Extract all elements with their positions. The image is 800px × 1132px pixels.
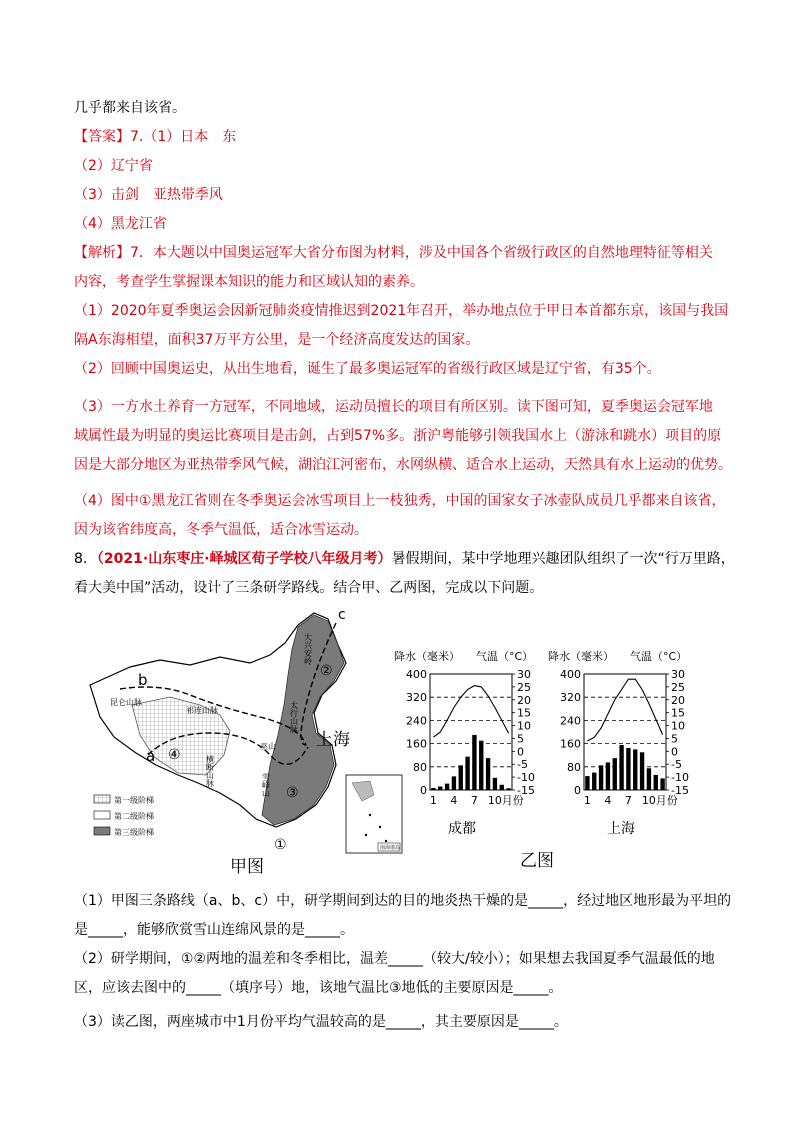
region-label-1: ①: [274, 837, 287, 853]
precip-bar: [619, 745, 623, 790]
climate-chart-chengdu: [394, 649, 535, 807]
x-tick-label: 4: [450, 794, 458, 807]
y-right-tick-label: -5: [671, 758, 682, 772]
svg-text:第三级阶梯: 第三级阶梯: [114, 828, 154, 837]
svg-text:第二级阶梯: 第二级阶梯: [114, 812, 154, 821]
answer-line: （4）黑龙江省: [74, 216, 167, 232]
y-right-tick-label: 25: [671, 680, 685, 694]
y-left-tick-label: 160: [406, 737, 427, 751]
x-axis-label: 月份: [501, 794, 524, 807]
precip-bar: [445, 784, 449, 790]
mountain-label: 横断山脉: [205, 755, 215, 787]
y-left-tick-label: 80: [567, 760, 581, 774]
analysis-line: 内容，考查学生掌握课本知识的能力和区域认知的素养。: [74, 274, 424, 290]
precip-bar: [654, 775, 658, 790]
y-right-tick-label: 20: [517, 693, 531, 707]
precip-bar: [592, 773, 596, 790]
y-left-tick-label: 240: [406, 714, 427, 728]
precip-bar: [486, 758, 490, 790]
china-terrain-map: [70, 605, 410, 875]
analysis-line: 因为该省纬度高，冬季气温低，适合冰雪运动。: [74, 522, 368, 538]
question-line: （3）读乙图，两座城市中1月份平均气温较高的是_____，其主要原因是_____。: [74, 1014, 568, 1030]
y-right-tick-label: 15: [671, 706, 685, 720]
precip-bar: [452, 776, 456, 790]
y-axis-left-label: 降水（毫米）: [394, 650, 460, 663]
chart-title-chengdu: 成都: [448, 821, 476, 837]
y-right-tick-label: 10: [517, 719, 531, 733]
precip-bar: [640, 752, 644, 790]
y-right-tick-label: 0: [517, 745, 524, 759]
question-line: （2）研学期间，①②两地的温差和冬季相比，温差_____（较大/较小）；如果想去我国夏季气温最低的地: [74, 951, 715, 967]
precip-bar: [431, 788, 435, 790]
y-left-tick-label: 400: [560, 668, 581, 681]
question-text: 暑假期间，某中学地理兴趣团队组织了一次“行万里路，: [391, 551, 735, 567]
svg-text:第一级阶梯: 第一级阶梯: [114, 796, 154, 805]
y-right-tick-label: 20: [671, 693, 685, 707]
answer-line: （3）击剑 亚热带季风: [74, 187, 223, 203]
precip-bar: [465, 757, 469, 790]
precip-bar: [599, 765, 603, 790]
y-right-tick-label: -5: [517, 758, 528, 772]
mountain-label: 大兴安岭: [303, 633, 313, 665]
y-left-tick-label: 80: [413, 760, 427, 774]
analysis-line: 域属性最为明显的奥运比赛项目是击剑，占到57%多。浙沪粤能够引领我国水上（游泳和跳水）项目的原: [74, 428, 722, 444]
y-left-tick-label: 400: [406, 668, 427, 681]
mountain-label: 昆仑山脉: [110, 698, 142, 707]
analysis-line: 因是大部分地区为亚热带季风气候，湖泊江河密布，水网纵横、适合水上运动，天然具有水上运动的优势。: [74, 457, 732, 473]
analysis-line: 【解析】7．本大题以中国奥运冠军大省分布图为材料，涉及中国各个省级行政区的自然地理特征等相关: [74, 245, 713, 261]
region-label-4: ④: [168, 747, 181, 763]
precip-bar: [585, 776, 589, 790]
y-left-tick-label: 320: [560, 691, 581, 705]
y-right-tick-label: 30: [517, 668, 531, 681]
precip-bar: [493, 778, 497, 790]
precip-bar: [647, 768, 651, 790]
precip-bar: [472, 735, 476, 790]
question-source: （2021·山东枣庄·峄城区荀子学校八年级月考）: [96, 551, 392, 567]
analysis-line: 隔A东海相望，面积37万平方公里，是一个经济高度发达的国家。: [74, 332, 480, 348]
x-axis-label: 月份: [655, 794, 678, 807]
map-caption: 甲图: [230, 857, 264, 877]
temperature-line: [587, 679, 662, 741]
plot-frame: [430, 674, 512, 790]
x-tick-label: 4: [604, 794, 612, 807]
x-tick-label: 7: [470, 794, 478, 807]
question-line: 区，应该去图中的_____（填序号）地，该地气温比③地低的主要原因是_____。: [74, 980, 563, 996]
y-right-tick-label: 15: [517, 706, 531, 720]
precip-bar: [633, 749, 637, 790]
y-axis-right-label: 气温（°C）: [630, 650, 688, 663]
plot-frame: [584, 674, 666, 790]
analysis-line: （4）图中①黑龙江省则在冬季奥运会冰雪项目上一枝独秀，中国的国家女子冰壶队成员几乎都来自该省，: [74, 493, 726, 509]
route-label-b: b: [138, 671, 148, 689]
x-tick-label: 10: [641, 794, 656, 807]
climate-charts: [394, 644, 694, 844]
answer-tag: 【答案】: [74, 129, 130, 145]
chart-title-shanghai: 上海: [607, 821, 635, 837]
mountain-label: 雪峰山: [261, 773, 271, 797]
x-tick-label: 7: [624, 794, 632, 807]
y-right-tick-label: -10: [671, 771, 689, 785]
city-label-shanghai: 上海: [316, 730, 350, 750]
precip-bar: [606, 762, 610, 790]
answer-line: （2）辽宁省: [74, 158, 153, 174]
question-number: 8．: [74, 551, 97, 567]
analysis-line: （2）回顾中国奥运史，从出生地看，诞生了最多奥运冠军的省级行政区域是辽宁省，有35个。: [74, 361, 661, 377]
y-axis-left-label: 降水（毫米）: [548, 650, 614, 663]
precip-bar: [459, 765, 463, 790]
y-right-tick-label: -15: [671, 784, 689, 797]
y-right-tick-label: 10: [671, 719, 685, 733]
y-right-tick-label: -15: [517, 784, 535, 797]
mountain-label: 太行山脉: [289, 701, 299, 733]
question-line: （1）甲图三条路线（a、b、c）中，研学期间到达的目的地炎热干燥的是_____，经过地区地形最为平坦的: [74, 893, 732, 909]
analysis-line: （1）2020年夏季奥运会因新冠肺炎疫情推迟到2021年召开，举办地点位于甲日本首都东京，该国与我国: [74, 303, 729, 319]
question-line: 看大美中国”活动，设计了三条研学路线。结合甲、乙两图，完成以下问题。: [74, 580, 544, 596]
text-line: 几乎都来自该省。: [74, 100, 186, 116]
y-left-tick-label: 0: [420, 784, 427, 797]
y-right-tick-label: 0: [671, 745, 678, 759]
y-right-tick-label: 5: [517, 732, 524, 746]
precip-bar: [506, 788, 510, 790]
y-right-tick-label: 5: [671, 732, 678, 746]
precip-bar: [613, 758, 617, 790]
svg-text:南海诸岛: 南海诸岛: [380, 845, 401, 851]
y-right-tick-label: 30: [671, 668, 685, 681]
route-label-c: c: [338, 607, 346, 623]
region-label-3: ③: [286, 785, 299, 801]
y-axis-right-label: 气温（°C）: [476, 650, 534, 663]
x-tick-label: 10: [487, 794, 502, 807]
region-label-2: ②: [320, 663, 333, 679]
map-legend: [94, 795, 154, 837]
analysis-line: （3）一方水土养育一方冠军，不同地域，运动员擅长的项目有所区别。读下图可知，夏季奥运会冠军地: [74, 399, 713, 415]
precip-bar: [626, 748, 630, 790]
answer-line: [74, 127, 236, 147]
y-right-tick-label: -10: [517, 771, 535, 785]
precip-bar: [660, 778, 664, 790]
x-tick-label: 1: [429, 794, 437, 807]
mountain-label: 祁连山脉: [186, 706, 218, 715]
chart-caption: 乙图: [520, 851, 554, 871]
question-line: 是_____，能够欣赏雪山连绵风景的是_____。: [74, 922, 354, 938]
y-left-tick-label: 0: [574, 784, 581, 797]
precip-bar: [438, 787, 442, 790]
precip-bar: [479, 741, 483, 790]
answer-text: 7.（1）日本 东: [130, 129, 237, 145]
route-label-a: a: [146, 747, 156, 765]
mountain-label: 巫山: [260, 742, 276, 751]
climate-chart-shanghai: [548, 649, 689, 807]
question-line: [74, 549, 735, 569]
y-left-tick-label: 320: [406, 691, 427, 705]
x-tick-label: 1: [583, 794, 591, 807]
temperature-line: [433, 686, 508, 738]
y-right-tick-label: 25: [517, 680, 531, 694]
y-left-tick-label: 240: [560, 714, 581, 728]
y-left-tick-label: 160: [560, 737, 581, 751]
precip-bar: [500, 785, 504, 790]
